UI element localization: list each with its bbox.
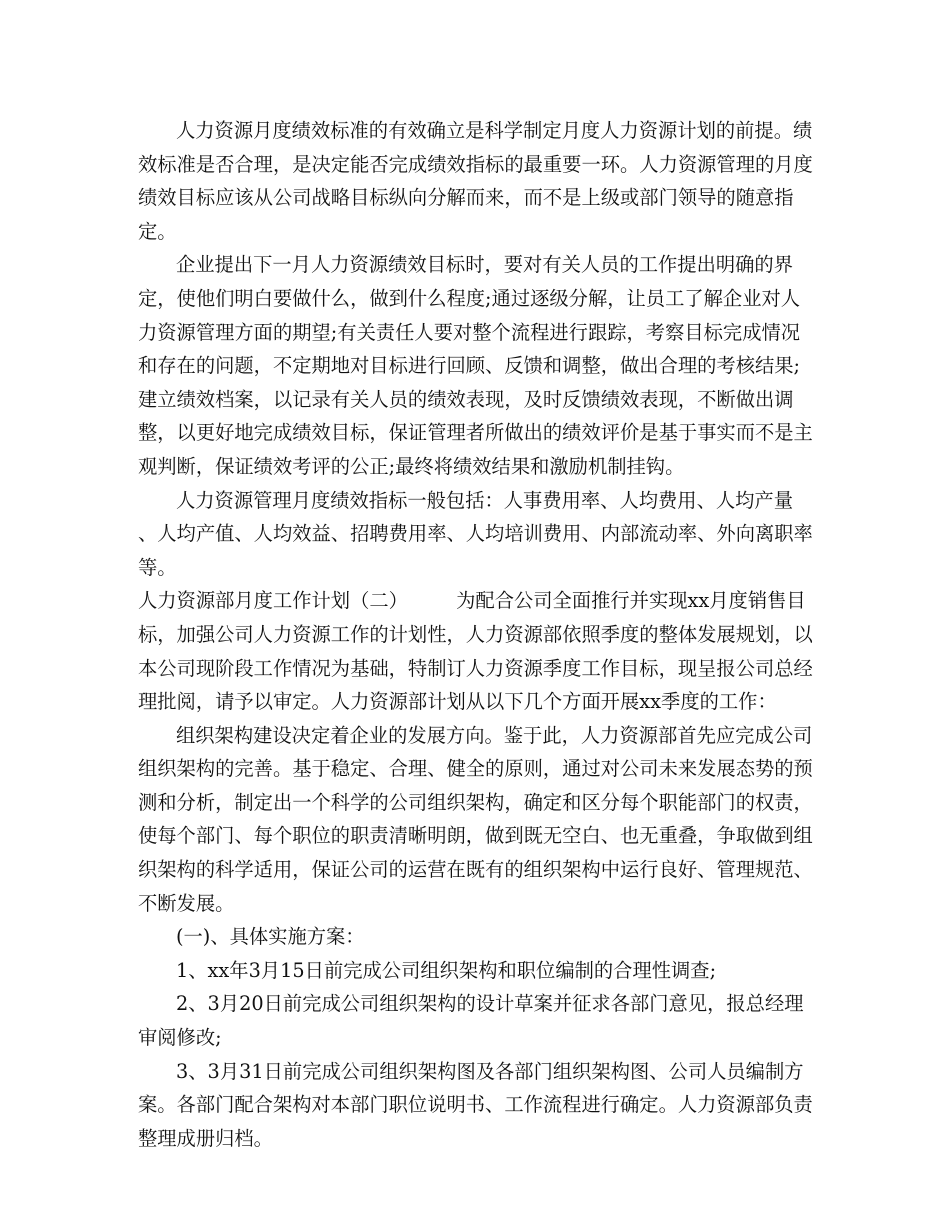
list-item-step-3: 3、3月31日前完成公司组织架构图及各部门组织架构图、公司人员编制方案。各部门配合架构对本部门职位说明书、工作流程进行确定。人力资源部负责整理成册归档。 [138, 1059, 813, 1150]
paragraph-performance-standard: 人力资源月度绩效标准的有效确立是科学制定月度人力资源计划的前提。绩效标准是否合理，是决定能否完成绩效指标的最重要一环。人力资源管理的月度绩效目标应该从公司战略目标纵向分解而来，而不是上级或部门领导的随意指定。 [138, 119, 813, 243]
list-item-step-1: 1、xx年3月15日前完成公司组织架构和职位编制的合理性调查; [176, 958, 717, 982]
paragraph-performance-indicators: 人力资源管理月度绩效指标一般包括：人事费用率、人均费用、人均产量 、人均产值、人均效益、招聘费用率、人均培训费用、内部流动率、外向离职率等。 [138, 488, 813, 579]
paragraph-monthly-plan-two: 人力资源部月度工作计划（二） 为配合公司全面推行并实现xx月度销售目标，加强公司人力资源工作的计划性，人力资源部依照季度的整体发展规划，以本公司现阶段工作情况为基础，特制订人力资源季度工作目标，现呈报公司总经理批阅，请予以审定。人力资源部计划从以下几个方面开展xx季度的工作： [138, 589, 813, 714]
paragraph-org-structure: 组织架构建设决定着企业的发展方向。鉴于此，人力资源部首先应完成公司组织架构的完善。基于稳定、合理、健全的原则，通过对公司未来发展态势的预测和分析，制定出一个科学的公司组织架构，确定和区分每个职能部门的权责，使每个部门、每个职位的职责清晰明朗，做到既无空白、也无重叠，争取做到组织架构的科学适用，保证公司的运营在既有的组织架构中运行良好、管理规范、不断发展。 [138, 723, 813, 915]
document-body [138, 114, 814, 1155]
paragraph-performance-targets: 企业提出下一月人力资源绩效目标时，要对有关人员的工作提出明确的界定，使他们明白要做什么，做到什么程度;通过逐级分解，让员工了解企业对人力资源管理方面的期望;有关责任人要对整个流程进行跟踪，考察目标完成情况和存在的问题，不定期地对目标进行回顾、反馈和调整，做出合理的考核结果;建立绩效档案，以记录有关人员的绩效表现，及时反馈绩效表现，不断做出调整，以更好地完成绩效目标，保证管理者所做出的绩效评价是基于事实而不是主观判断，保证绩效考评的公正;最终将绩效结果和激励机制挂钩。 [138, 253, 813, 478]
list-item-step-2: 2、3月20日前完成公司组织架构的设计草案并征求各部门意见，报总经理审阅修改; [138, 992, 804, 1050]
section-heading-implementation: (一)、具体实施方案： [176, 925, 365, 949]
